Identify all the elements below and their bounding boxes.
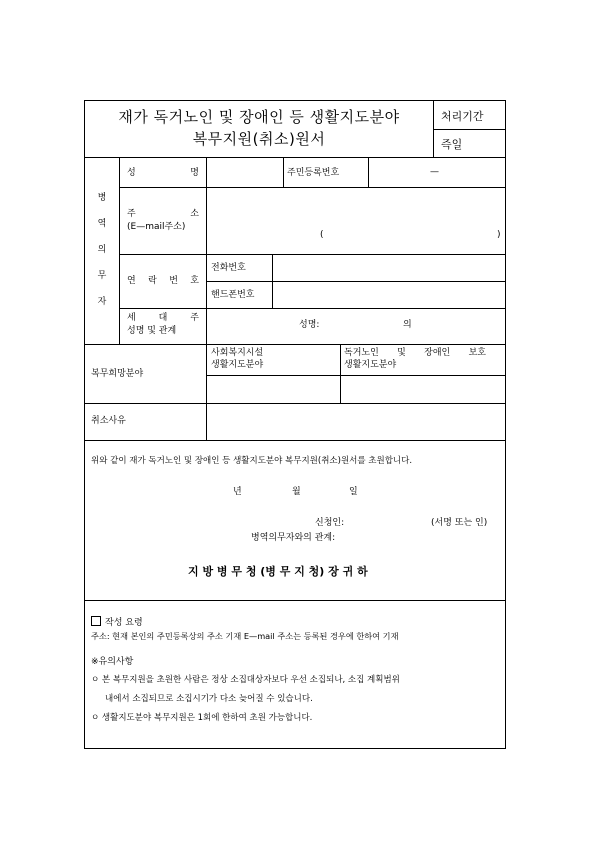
addressee: 지 방 병 무 청 (병 무 지 청) 장 귀 하 — [188, 565, 368, 578]
option1-check-field[interactable] — [210, 379, 336, 399]
mobile-label: 핸드폰번호 — [211, 290, 255, 300]
phone-label: 전화번호 — [211, 263, 246, 273]
option1-line2: 생활지도분야 — [211, 360, 264, 370]
date-year-label: 년 — [233, 487, 242, 497]
relation-label: 병역의무자와의 관계: — [251, 533, 336, 543]
writing-guide-text: 주소: 현재 본인의 주민등록상의 주소 기재 E—mail 주소는 등록된 경우에 한하여 기재 — [91, 631, 399, 641]
option2-line1: 독거노인 및 장애인 보호 — [344, 348, 486, 358]
applicant-label: 신청인: — [315, 518, 345, 528]
date-day-label: 일 — [349, 487, 358, 497]
rrn-dash: — — [430, 167, 439, 177]
householder-name-field[interactable] — [329, 313, 399, 337]
processing-period-value: 즉일 — [441, 138, 463, 151]
name-label: 성 명 — [127, 168, 199, 178]
mobile-field[interactable] — [276, 285, 502, 305]
householder-name-label: 성명: — [299, 320, 320, 330]
name-field[interactable] — [210, 161, 280, 183]
preferred-field-label: 복무희망분야 — [91, 369, 144, 379]
caution-item1-line2: 내에서 소집되므로 소집시기가 다소 늦어질 수 있습니다. — [105, 694, 313, 704]
contact-number-label: 연 락 번 호 — [127, 276, 199, 286]
householder-relation-label: 성명 및 관계 — [127, 326, 177, 336]
option2-line2: 생활지도분야 — [344, 360, 397, 370]
cancel-reason-label: 취소사유 — [91, 416, 126, 426]
writing-guide-title: 작성 요령 — [91, 616, 143, 629]
address-label: 주 소 — [127, 209, 199, 219]
applicant-signature-field[interactable] — [351, 515, 427, 531]
address-paren-open: ( — [320, 230, 324, 240]
declaration-statement: 위와 같이 재가 독거노인 및 장애인 등 생활지도분야 복무지원(취소)원서를 초원합니다. — [91, 456, 413, 466]
email-label: (E—mail주소) — [127, 222, 186, 232]
householder-seal-mark: 의 — [403, 320, 412, 330]
caution-title: ※유의사항 — [91, 657, 134, 667]
householder-label: 세 대 주 — [127, 313, 199, 323]
rrn-field[interactable] — [372, 161, 502, 183]
option1-line1: 사회복지시설 — [211, 348, 264, 358]
cancel-reason-field[interactable] — [210, 407, 502, 436]
caution-item1-line1: ㅇ 본 복무지원을 초원한 사람은 정상 소집대상자보다 우선 소집되나, 소집 계획범위 — [91, 675, 400, 685]
signature-hint: (서명 또는 인) — [431, 518, 488, 528]
phone-field[interactable] — [276, 258, 502, 278]
relation-field[interactable] — [347, 530, 467, 546]
rrn-label: 주민등록번호 — [287, 168, 340, 178]
caution-item2: ㅇ 생활지도분야 복무지원은 1회에 한하여 초원 가능합니다. — [91, 713, 313, 723]
military-duty-person-label: 병 역 의 무 자 — [97, 193, 107, 307]
address-field[interactable] — [210, 191, 502, 251]
address-paren-close: ) — [497, 230, 501, 240]
processing-period-label: 처리기간 — [441, 110, 484, 123]
square-icon — [91, 616, 101, 626]
date-month-label: 월 — [292, 487, 301, 497]
form-title-line2: 복무지원(취소)원서 — [192, 130, 326, 148]
application-form — [84, 100, 506, 749]
form-title-line1: 재가 독거노인 및 장애인 등 생활지도분야 — [118, 108, 400, 126]
option2-check-field[interactable] — [344, 379, 502, 399]
